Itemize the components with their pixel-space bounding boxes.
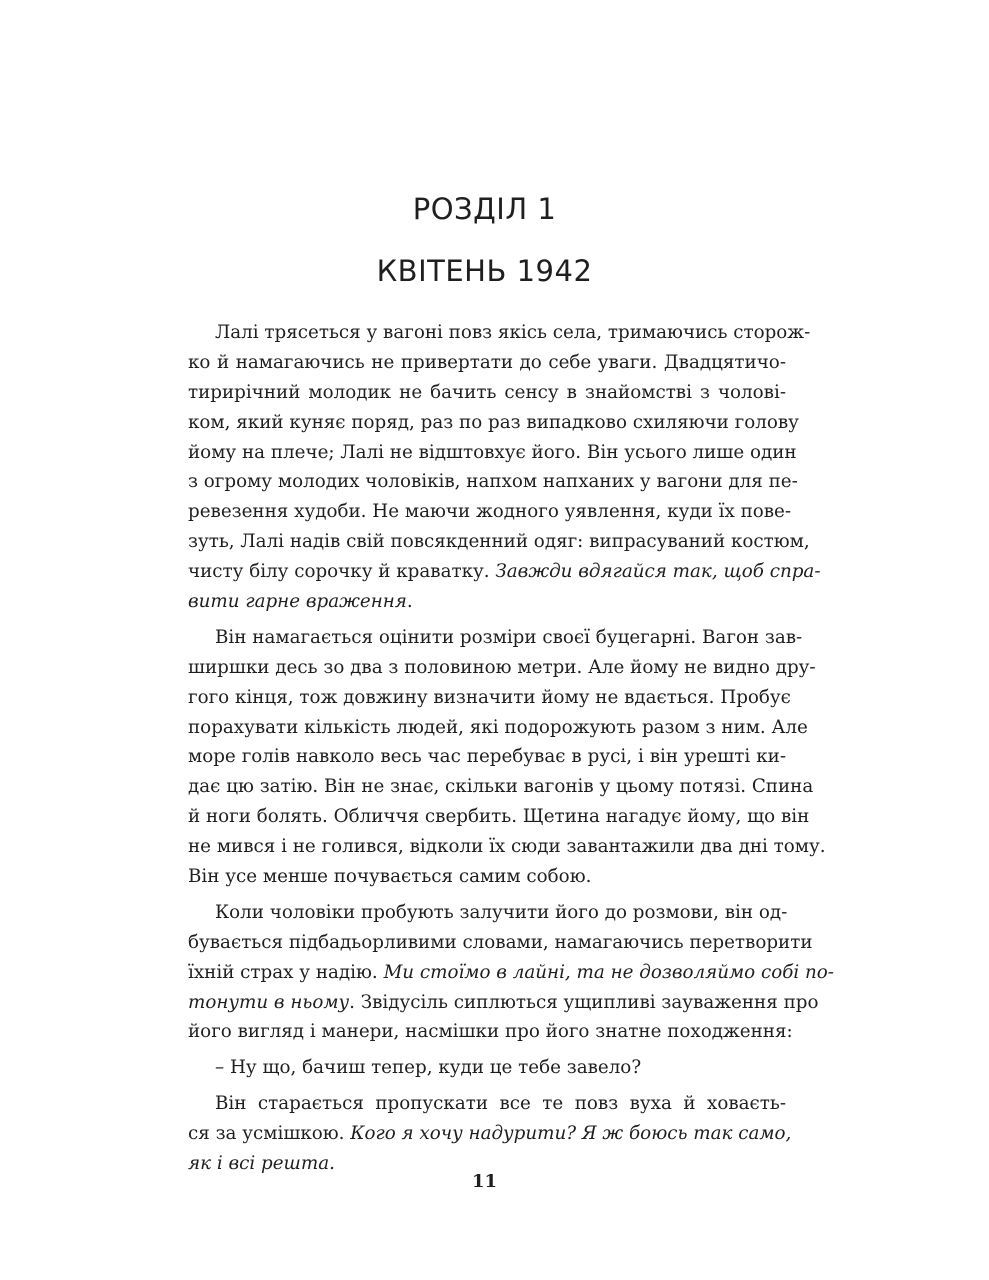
text-line [188, 497, 792, 527]
text-run: не мився і не голився, відколи їх сюди завантажили два дні тому. [188, 836, 826, 858]
text-run: тирирічний молодик не бачить сенсу в знайомстві з чолові- [188, 381, 786, 403]
text-run: Він усе менше почувається самим собою. [188, 866, 592, 888]
paragraph [188, 1053, 786, 1083]
text-run: Він старається пропускати все те повз вуха й ховаєть- [215, 1093, 786, 1115]
text-run: ревезення худоби. Не маючи жодного уявлення, куди їх пове- [188, 501, 792, 523]
text-run: йому на плече; Лалі не відштовхує його. Він усього лише один [188, 441, 797, 463]
text-run: гого кінця, тож довжину визначити йому не вдається. Пробує [188, 686, 791, 708]
text-run: його вигляд і манери, насмішки про його знатне походження: [188, 1021, 793, 1043]
chapter-number: РОЗДІЛ 1 [412, 192, 557, 226]
text-run: – Ну що, бачиш тепер, куди це тебе завело? [215, 1057, 642, 1079]
text-run: . Звідусіль сиплються ущипливі зауваження про [349, 991, 819, 1013]
text-line [188, 1089, 786, 1119]
text-run: з огрому молодих чоловіків, напхом напханих у вагони для пе- [188, 471, 798, 493]
text-line [188, 713, 808, 743]
text-line [188, 557, 821, 587]
text-line [188, 772, 814, 802]
text-line [188, 408, 799, 438]
chapter-date: КВІТЕНЬ 1942 [376, 254, 593, 288]
text-line [188, 587, 786, 617]
text-run: ся за усмішкою. [188, 1123, 351, 1145]
text-line [188, 378, 786, 408]
text-line [188, 1053, 786, 1083]
text-run: ко й намагаючись не привертати до себе уваги. Двадцятичо- [188, 351, 786, 373]
text-run: ком, який куняє поряд, раз по раз випадково схиляючи голову [188, 411, 799, 433]
text-run: . [406, 591, 413, 613]
page-number: 11 [471, 1171, 498, 1192]
text-run: зуть, Лалі надів свій повсякденний одяг: випрасуваний костюм, [188, 531, 810, 553]
text-run: Лалі трясеться у вагоні повз якісь села, тримаючись сторож- [215, 322, 811, 343]
italic-text: тонути в ньому [188, 991, 350, 1013]
italic-text: Ми стоїмо в лайні, та не дозволяймо собі по- [383, 961, 834, 983]
text-line [188, 958, 834, 988]
text-line [188, 318, 811, 348]
text-line [188, 802, 810, 832]
text-line [188, 742, 786, 772]
text-run: Він намагається оцінити розміри своєї буцегарні. Вагон зав- [215, 626, 803, 648]
text-run: порахувати кількість людей, які подорожують разом з ним. Але [188, 716, 808, 738]
body-text [188, 318, 834, 1179]
text-line [188, 348, 786, 378]
text-line [188, 653, 816, 683]
text-line [188, 1017, 793, 1047]
text-run: дає цю затію. Він не знає, скільки вагонів у цьому потязі. Спина [188, 776, 814, 798]
text-line [188, 862, 786, 892]
paragraph [188, 318, 821, 617]
text-line [188, 898, 786, 928]
text-run: бувається підбадьорливими словами, намагаючись перетворити [188, 931, 813, 953]
paragraph [188, 1089, 792, 1179]
italic-text: вити гарне враження [188, 591, 407, 613]
text-line [188, 1119, 792, 1149]
text-line [188, 623, 803, 653]
text-line [188, 988, 819, 1018]
text-line [188, 832, 826, 862]
text-line [188, 683, 791, 713]
text-line [188, 527, 810, 557]
italic-text: Кого я хочу надурити? Я ж боюсь так само, [350, 1123, 792, 1145]
italic-text: Завжди вдягайся так, щоб спра- [495, 561, 821, 583]
text-line [188, 467, 798, 497]
text-run: й ноги болять. Обличчя свербить. Щетина нагадує йому, що він [188, 806, 810, 828]
text-run: Коли чоловіки пробують залучити його до розмови, він од- [215, 901, 788, 923]
text-run: їхній страх у надію. [188, 961, 384, 983]
text-run: море голів навколо весь час перебуває в русі, і він урешті ки- [188, 746, 786, 768]
text-run: ширшки десь зо два з половиною метри. Але йому не видно дру- [188, 656, 816, 678]
text-line [188, 438, 797, 468]
italic-text: як і всі решта. [188, 1153, 335, 1175]
paragraph [188, 898, 834, 1047]
paragraph [188, 623, 826, 892]
text-line [188, 928, 813, 958]
text-run: чисту білу сорочку й краватку. [188, 561, 496, 583]
